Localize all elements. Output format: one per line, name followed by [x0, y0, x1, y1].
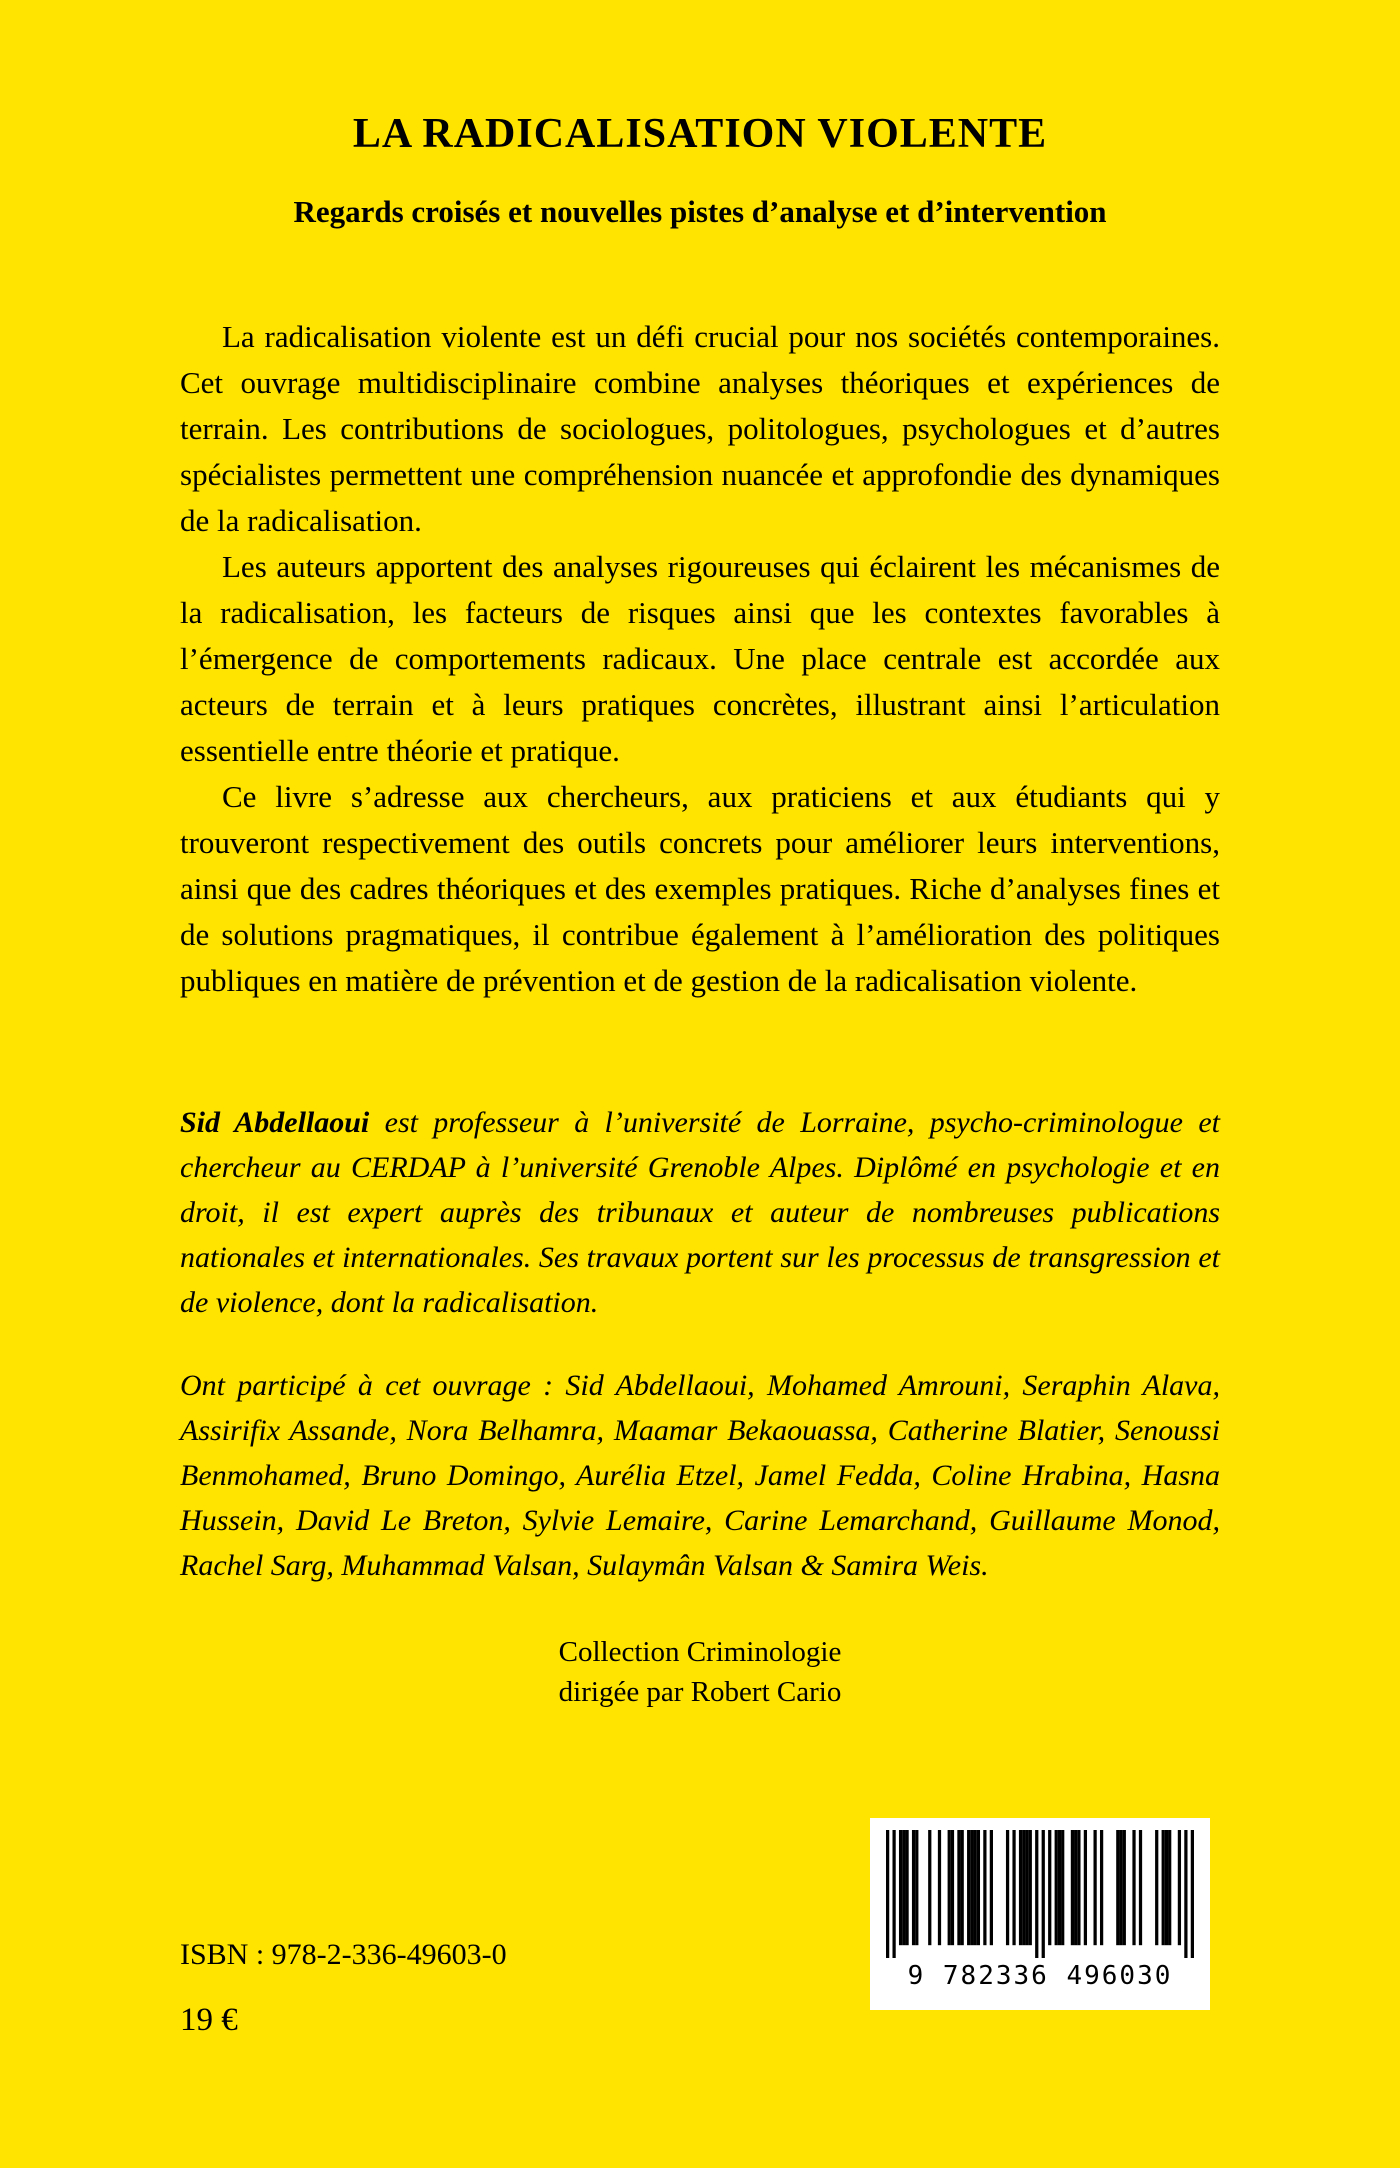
book-subtitle: Regards croisés et nouvelles pistes d’analyse et d’intervention	[293, 194, 1107, 229]
contributors-list: Ont participé à cet ouvrage : Sid Abdellaoui, Mohamed Amrouni, Seraphin Alava, Assirifix Assande, Nora Belhamra, Maamar Bekaouassa, Catherine Blatier, Senoussi Benmohamed, Bruno Domingo, Aurélia Etzel, Jamel Fedda, Coline Hrabina, Hasna Hussein, David Le Breton, Sylvie Lemaire, Carine Lemarchand, Guillaume Monod, Rachel Sarg, Muhammad Valsan, Sulaymân Valsan & Samira Weis.	[180, 1369, 1220, 1582]
synopsis-paragraph-3: Ce livre s’adresse aux chercheurs, aux praticiens et aux étudiants qui y trouveront respectivement des outils concrets pour améliorer leurs interventions, ainsi que des cadres théoriques et des exemples pratiques. Riche d’analyses fines et de solutions pragmatiques, il contribue également à l’amélioration des politiques publiques en matière de prévention et de gestion de la radicalisation violente.	[180, 779, 1220, 998]
collection-info	[0, 1632, 1400, 1712]
barcode-number: 9 782336 496030	[907, 1961, 1173, 1991]
author-name: Sid Abdellaoui	[180, 1106, 370, 1139]
synopsis-paragraph-2: Les auteurs apportent des analyses rigoureuses qui éclairent les mécanismes de la radicalisation, les facteurs de risques ainsi que les contextes favorables à l’émergence de comportements radicaux. Une place centrale est accordée aux acteurs de terrain et à leurs pratiques concrètes, illustrant ainsi l’articulation essentielle entre théorie et pratique.	[180, 549, 1220, 768]
collection-name: Collection Criminologie	[558, 1636, 842, 1668]
author-bio-text: est professeur à l’université de Lorraine, psycho-criminologue et chercheur au CERDAP à l’université Grenoble Alpes. Diplômé en psychologie et en droit, il est expert auprès des tribunaux et auteur de nombreuses publications nationales et internationales. Ses travaux portent sur les processus de transgression et de violence, dont la radicalisation.	[180, 1106, 1220, 1319]
isbn-label: ISBN : 978-2-336-49603-0	[180, 1938, 507, 1971]
price-label: 19 €	[180, 2002, 238, 2038]
barcode	[870, 1818, 1210, 2010]
barcode-bars-icon	[886, 1830, 1194, 1958]
collection-director: dirigée par Robert Cario	[558, 1676, 842, 1708]
book-title: LA RADICALISATION VIOLENTE	[352, 111, 1048, 157]
synopsis	[180, 314, 1220, 1004]
author-bio	[180, 1100, 1220, 1325]
synopsis-paragraph-1: La radicalisation violente est un défi crucial pour nos sociétés contemporaines. Cet ouvrage multidisciplinaire combine analyses théoriques et expériences de terrain. Les contributions de sociologues, politologues, psychologues et d’autres spécialistes permettent une compréhension nuancée et approfondie des dynamiques de la radicalisation.	[180, 319, 1220, 538]
